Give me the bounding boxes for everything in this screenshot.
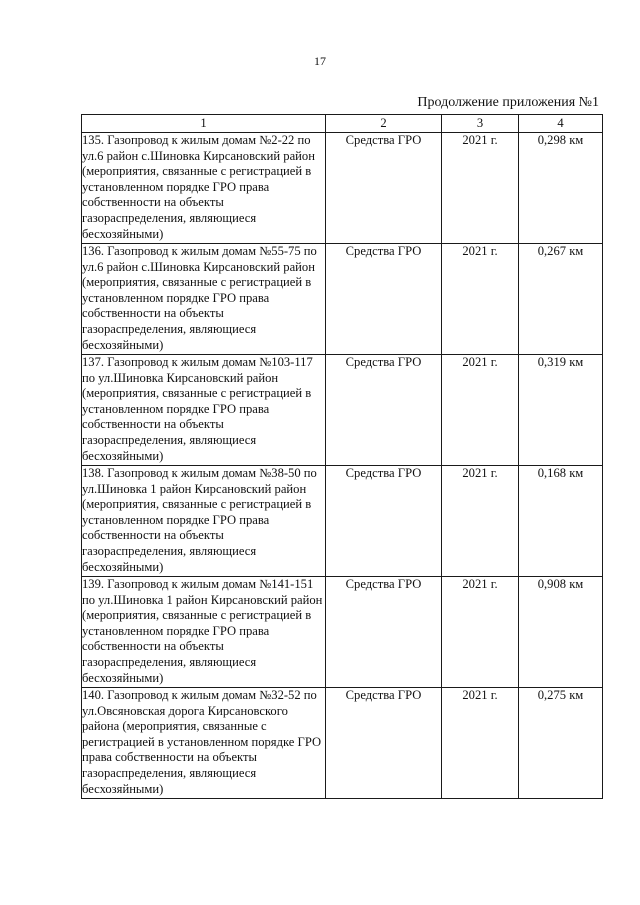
pipeline-description: 136. Газопровод к жилым домам №55-75 по ул.6 район с.Шиновка Кирсановский район (мероприятия, связанные с регистрацией в установленном порядке ГРО права собственности на объекты газораспределения, являющиеся бесхозяйными) <box>82 244 326 355</box>
year: 2021 г. <box>442 688 519 799</box>
pipeline-description: 140. Газопровод к жилым домам №32-52 по ул.Овсяновская дорога Кирсановского района (мероприятия, связанные с регистрацией в установленном порядке ГРО права собственности на объекты газораспределения, являющиеся бесхозяйными) <box>82 688 326 799</box>
year: 2021 г. <box>442 244 519 355</box>
appendix-continuation-label: Продолжение приложения №1 <box>417 95 599 110</box>
funding-source: Средства ГРО <box>326 466 442 577</box>
pipeline-description: 138. Газопровод к жилым домам №38-50 по ул.Шиновка 1 район Кирсановский район (мероприятия, связанные с регистрацией в установленном порядке ГРО права собственности на объекты газораспределения, являющиеся бесхозяйными) <box>82 466 326 577</box>
table-row <box>82 244 603 355</box>
column-header-1: 1 <box>82 115 326 133</box>
pipeline-length: 0,298 км <box>519 133 603 244</box>
funding-source: Средства ГРО <box>326 688 442 799</box>
pipeline-length: 0,908 км <box>519 577 603 688</box>
pipeline-description: 139. Газопровод к жилым домам №141-151 по ул.Шиновка 1 район Кирсановский район (мероприятия, связанные с регистрацией в установленном порядке ГРО права собственности на объекты газораспределения, являющиеся бесхозяйными) <box>82 577 326 688</box>
pipeline-description: 135. Газопровод к жилым домам №2-22 по ул.6 район с.Шиновка Кирсановский район (мероприятия, связанные с регистрацией в установленном порядке ГРО права собственности на объекты газораспределения, являющиеся бесхозяйными) <box>82 133 326 244</box>
funding-source: Средства ГРО <box>326 355 442 466</box>
table-row <box>82 466 603 577</box>
pipeline-length: 0,319 км <box>519 355 603 466</box>
year: 2021 г. <box>442 355 519 466</box>
table-header-row <box>82 115 603 133</box>
table-row <box>82 688 603 799</box>
column-header-4: 4 <box>519 115 603 133</box>
year: 2021 г. <box>442 466 519 577</box>
table-row <box>82 577 603 688</box>
funding-source: Средства ГРО <box>326 577 442 688</box>
page-number: 17 <box>314 54 326 68</box>
year: 2021 г. <box>442 577 519 688</box>
funding-source: Средства ГРО <box>326 244 442 355</box>
table-row <box>82 133 603 244</box>
column-header-3: 3 <box>442 115 519 133</box>
table-row <box>82 355 603 466</box>
gas-pipeline-table <box>81 114 603 799</box>
year: 2021 г. <box>442 133 519 244</box>
pipeline-description: 137. Газопровод к жилым домам №103-117 по ул.Шиновка Кирсановский район (мероприятия, связанные с регистрацией в установленном порядке ГРО права собственности на объекты газораспределения, являющиеся бесхозяйными) <box>82 355 326 466</box>
pipeline-length: 0,267 км <box>519 244 603 355</box>
pipeline-length: 0,275 км <box>519 688 603 799</box>
column-header-2: 2 <box>326 115 442 133</box>
pipeline-length: 0,168 км <box>519 466 603 577</box>
funding-source: Средства ГРО <box>326 133 442 244</box>
